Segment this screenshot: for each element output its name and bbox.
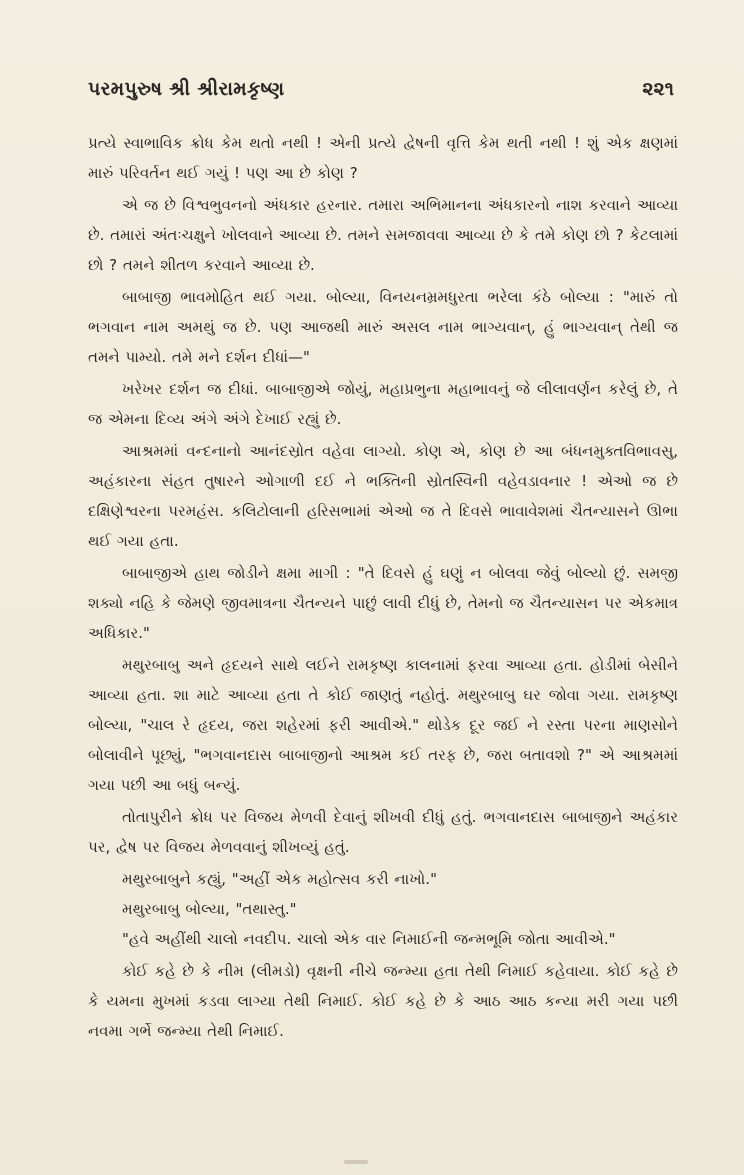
body-text xyxy=(88,128,678,1048)
paragraph-8: તોતાપુરીને ક્રોધ પર વિજય મેળવી દેવાનું શીખવી દીધું હતું. ભગવાનદાસ બાબાજીને અહંકાર પર, દ્વેષ પર વિજય મેળવવાનું શીખવ્યું હતું. xyxy=(88,808,678,856)
paragraph-6: બાબાજીએ હાથ જોડીને ક્ષમા માગી : "તે દિવસે હું ઘણું ન બોલવા જેવું બોલ્યો છું. સમજી શક્યો નહિ કે જેમણે જીવમાત્રના ચૈતન્યને પાછું લાવી દીધું છે, તેમનો જ ચૈતન્યાસન પર એકમાત્ર અધિકાર." xyxy=(88,564,678,642)
paragraph-3: બાબાજી ભાવમોહિત થઈ ગયા. બોલ્યા, વિનયનમ્રમધુરતા ભરેલા કંઠે બોલ્યા : "મારું તો ભગવાન નામ અમથું જ છે. પણ આજથી મારું અસલ નામ ભાગ્યવાન્, હું ભાગ્યવાન્ તેથી જ તમને પામ્યો. તમે મને દર્શન દીધાં—" xyxy=(88,288,678,366)
page-number: ૨૨૧ xyxy=(642,78,674,100)
paragraph-5: આશ્રમમાં વન્દનાનો આનંદસ્રોત વહેવા લાગ્યો. કોણ એ, કોણ છે આ બંધનમુક્તવિભાવસુ, અહંકારના સંહત તુષારને ઓગાળી દઈ ને ભક્તિની સ્રોતસ્વિની વહેવડાવનાર ! એઓ જ છે દક્ષિણેશ્વરના પરમહંસ. કલિટોલાની હરિસભામાં એઓ જ તે દિવસે ભાવાવેશમાં ચૈતન્યાસને ઊભા થઈ ગયા હતા. xyxy=(88,442,678,550)
paragraph-11: "હવે અહીંથી ચાલો નવદીપ. ચાલો એક વાર નિમાઈની જન્મભૂમિ જોતા આવીએ." xyxy=(122,930,616,948)
paragraph-1: પ્રત્યે સ્વાભાવિક ક્રોધ કેમ થતો નથી ! એની પ્રત્યે દ્વેષની વૃત્તિ કેમ થતી નથી ! શું એક ક્ષણમાં મારું પરિવર્તન થઈ ગયું ! પણ આ છે કોણ ? xyxy=(88,134,678,182)
paragraph-7: મથુરબાબુ અને હૃદયને સાથે લઈને રામકૃષ્ણ કાલનામાં ફરવા આવ્યા હતા. હોડીમાં બેસીને આવ્યા હતા. શા માટે આવ્યા હતા તે કોઈ જાણતું નહોતું. મથુરબાબુ ઘર જોવા ગયા. રામકૃષ્ણ બોલ્યા, "ચાલ રે હૃદય, જરા શહેરમાં ફરી આવીએ." થોડેક દૂર જઈ ને રસ્તા પરના માણસોને બોલાવીને પૂછ્યું, "ભગવાનદાસ બાબાજીનો આશ્રમ કઈ તરફ છે, જરા બતાવશો ?" એ આશ્રમમાં ગયા પછી આ બધું બન્યું. xyxy=(88,656,678,794)
paragraph-12: કોઈ કહે છે કે નીમ (લીમડો) વૃક્ષની નીચે જન્મ્યા હતા તેથી નિમાઈ કહેવાયા. કોઈ કહે છે કે યમના મુખમાં કડવા લાગ્યા તેથી નિમાઈ. કોઈ કહે છે કે આઠ આઠ કન્યા મરી ગયા પછી નવમા ગર્ભે જન્મ્યા તેથી નિમાઈ. xyxy=(88,962,678,1040)
running-head: પરમપુરુષ શ્રી શ્રીરામકૃષ્ણ xyxy=(88,78,285,100)
page-header xyxy=(88,78,674,112)
paragraph-2: એ જ છે વિશ્વભુવનનો અંધકાર હરનાર. તમારા અભિમાનના અંધકારનો નાશ કરવાને આવ્યા છે. તમારાં અંતઃચક્ષુને ખોલવાને આવ્યા છે. તમને સમજાવવા આવ્યા છે કે તમે કોણ છો ? કેટલામાં છો ? તમને શીતળ કરવાને આવ્યા છે. xyxy=(88,196,678,274)
footer-smudge xyxy=(344,1160,368,1164)
paragraph-9: મથુરબાબુને કહ્યું, "અહીં એક મહોત્સવ કરી નાખો." xyxy=(122,870,437,888)
paragraph-4: ખરેખર દર્શન જ દીધાં. બાબાજીએ જોયું, મહાપ્રભુના મહાભાવનું જે લીલાવર્ણન કરેલું છે, તે જ એમના દિવ્ય અંગે અંગે દેખાઈ રહ્યું છે. xyxy=(88,380,678,428)
paragraph-10: મથુરબાબુ બોલ્યા, "તથાસ્તુ." xyxy=(122,900,297,918)
